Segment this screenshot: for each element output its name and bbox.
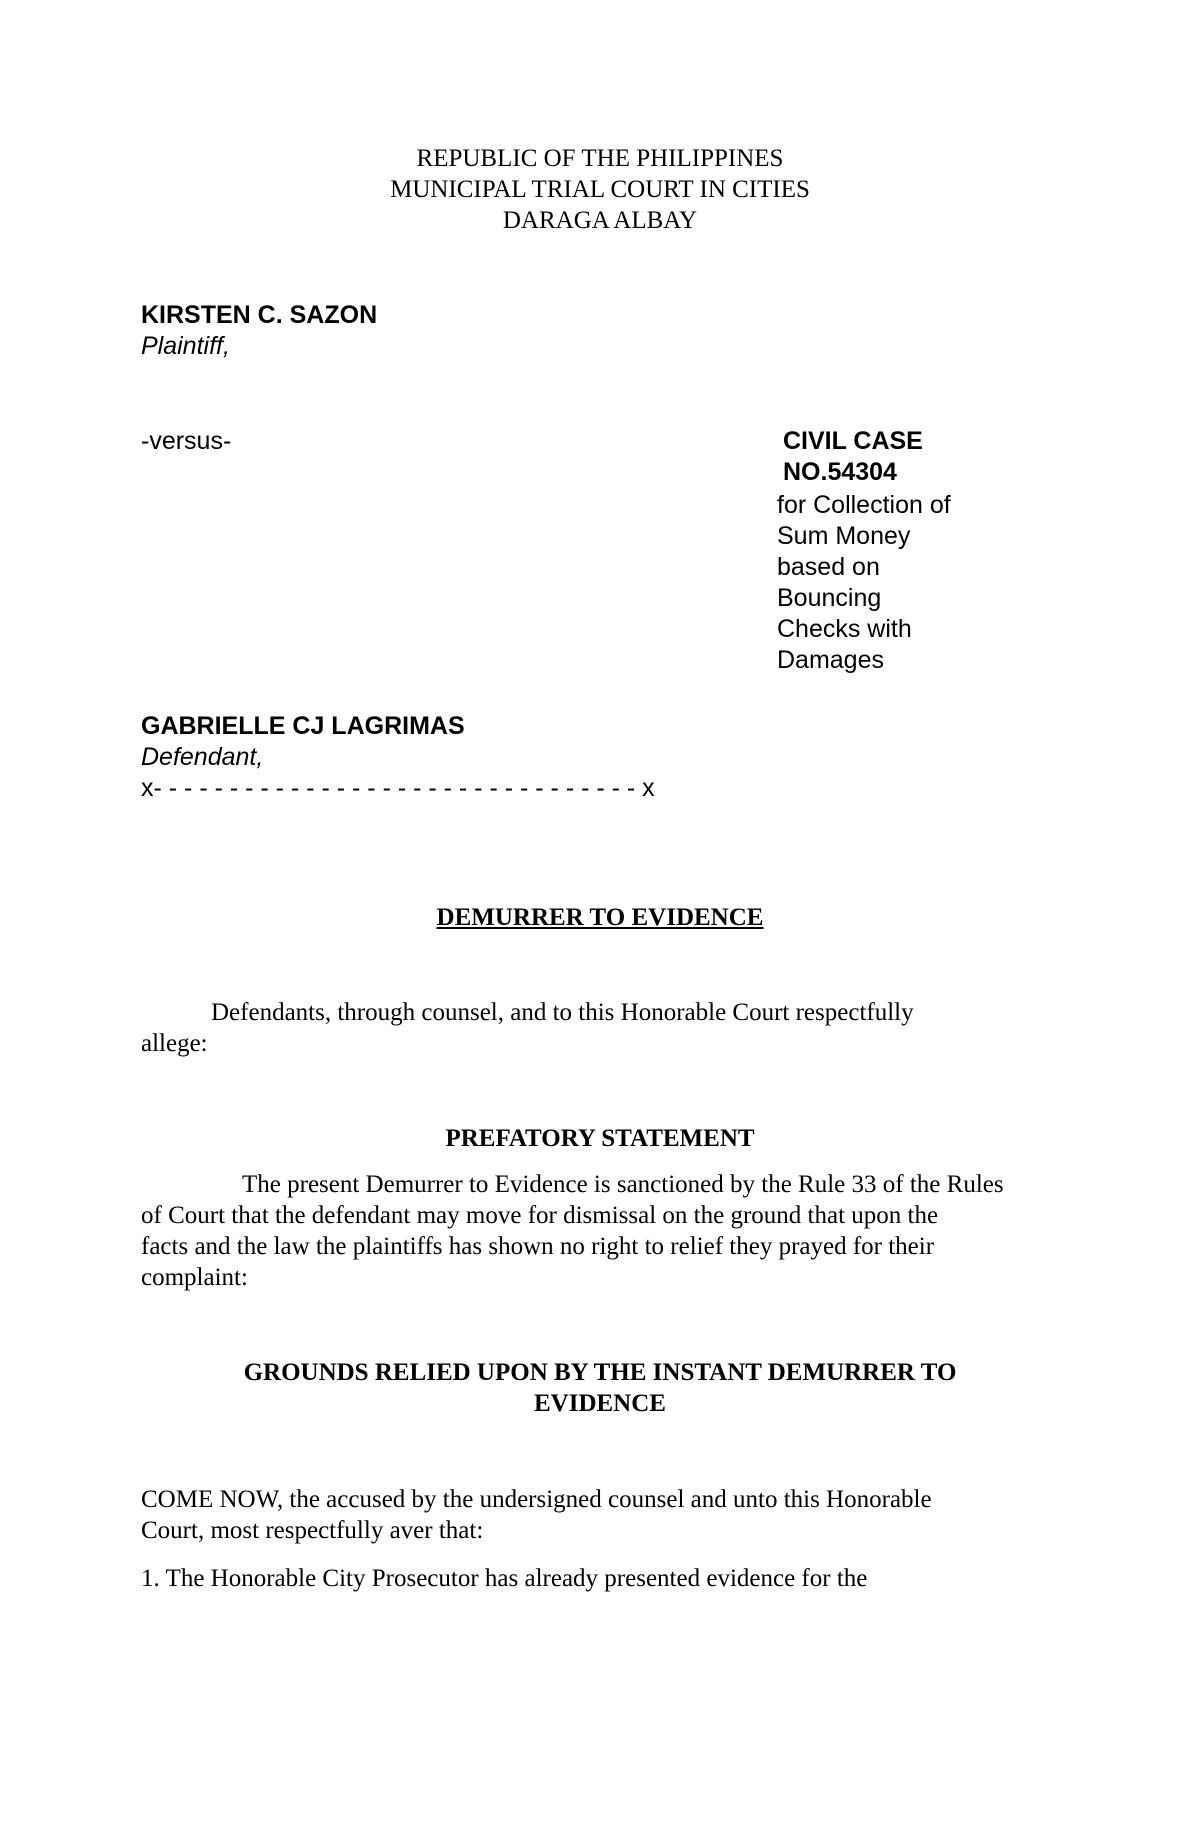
court-header xyxy=(0,143,1200,236)
prefatory-heading: PREFATORY STATEMENT xyxy=(445,1125,755,1152)
plaintiff-name: KIRSTEN C. SAZON xyxy=(141,301,378,329)
caption-separator: x- - - - - - - - - - - - - - - - - - - - - - - - - - - - - - - - x xyxy=(141,774,655,802)
defendant-block xyxy=(141,711,655,804)
case-description xyxy=(777,490,951,676)
grounds-heading xyxy=(0,1357,1200,1419)
header-republic: REPUBLIC OF THE PHILIPPINES xyxy=(416,145,784,172)
come-now-line-1: COME NOW, the accused by the undersigned counsel and unto this Honorable xyxy=(141,1486,932,1513)
plaintiff-block xyxy=(141,300,377,362)
grounds-heading-line-2: EVIDENCE xyxy=(534,1390,666,1417)
versus-label: -versus- xyxy=(141,427,232,455)
case-number: NO.54304 xyxy=(783,458,897,486)
come-now-paragraph xyxy=(141,1484,932,1546)
case-desc-line: Checks with xyxy=(777,615,912,643)
come-now-line-2: Court, most respectfully aver that: xyxy=(141,1517,484,1544)
plaintiff-role: Plaintiff, xyxy=(141,332,230,360)
defendant-name: GABRIELLE CJ LAGRIMAS xyxy=(141,712,465,740)
prefatory-line-2: of Court that the defendant may move for dismissal on the ground that upon the xyxy=(141,1202,939,1229)
case-desc-line: based on xyxy=(777,553,880,581)
ground-item-1: 1. The Honorable City Prosecutor has already presented evidence for the xyxy=(141,1565,868,1592)
header-location: DARAGA ALBAY xyxy=(502,207,698,234)
intro-line-2: allege: xyxy=(141,1030,208,1057)
case-desc-line: Bouncing xyxy=(777,584,882,612)
grounds-heading-line-1: GROUNDS RELIED UPON BY THE INSTANT DEMURRER TO xyxy=(243,1359,957,1386)
case-desc-line: Sum Money xyxy=(777,522,911,550)
document-title: DEMURRER TO EVIDENCE xyxy=(436,904,764,931)
prefatory-line-1: The present Demurrer to Evidence is sanctioned by the Rule 33 of the Rules xyxy=(242,1171,1004,1198)
case-number-block xyxy=(783,426,923,488)
case-desc-line: for Collection of xyxy=(777,491,951,519)
header-court: MUNICIPAL TRIAL COURT IN CITIES xyxy=(390,176,810,203)
defendant-role: Defendant, xyxy=(141,743,264,771)
case-title: CIVIL CASE xyxy=(783,427,923,455)
prefatory-line-4: complaint: xyxy=(141,1264,248,1291)
intro-line-1: Defendants, through counsel, and to this Honorable Court respectfully xyxy=(211,999,914,1026)
prefatory-line-3: facts and the law the plaintiffs has shown no right to relief they prayed for their xyxy=(141,1233,935,1260)
case-desc-line: Damages xyxy=(777,646,884,674)
